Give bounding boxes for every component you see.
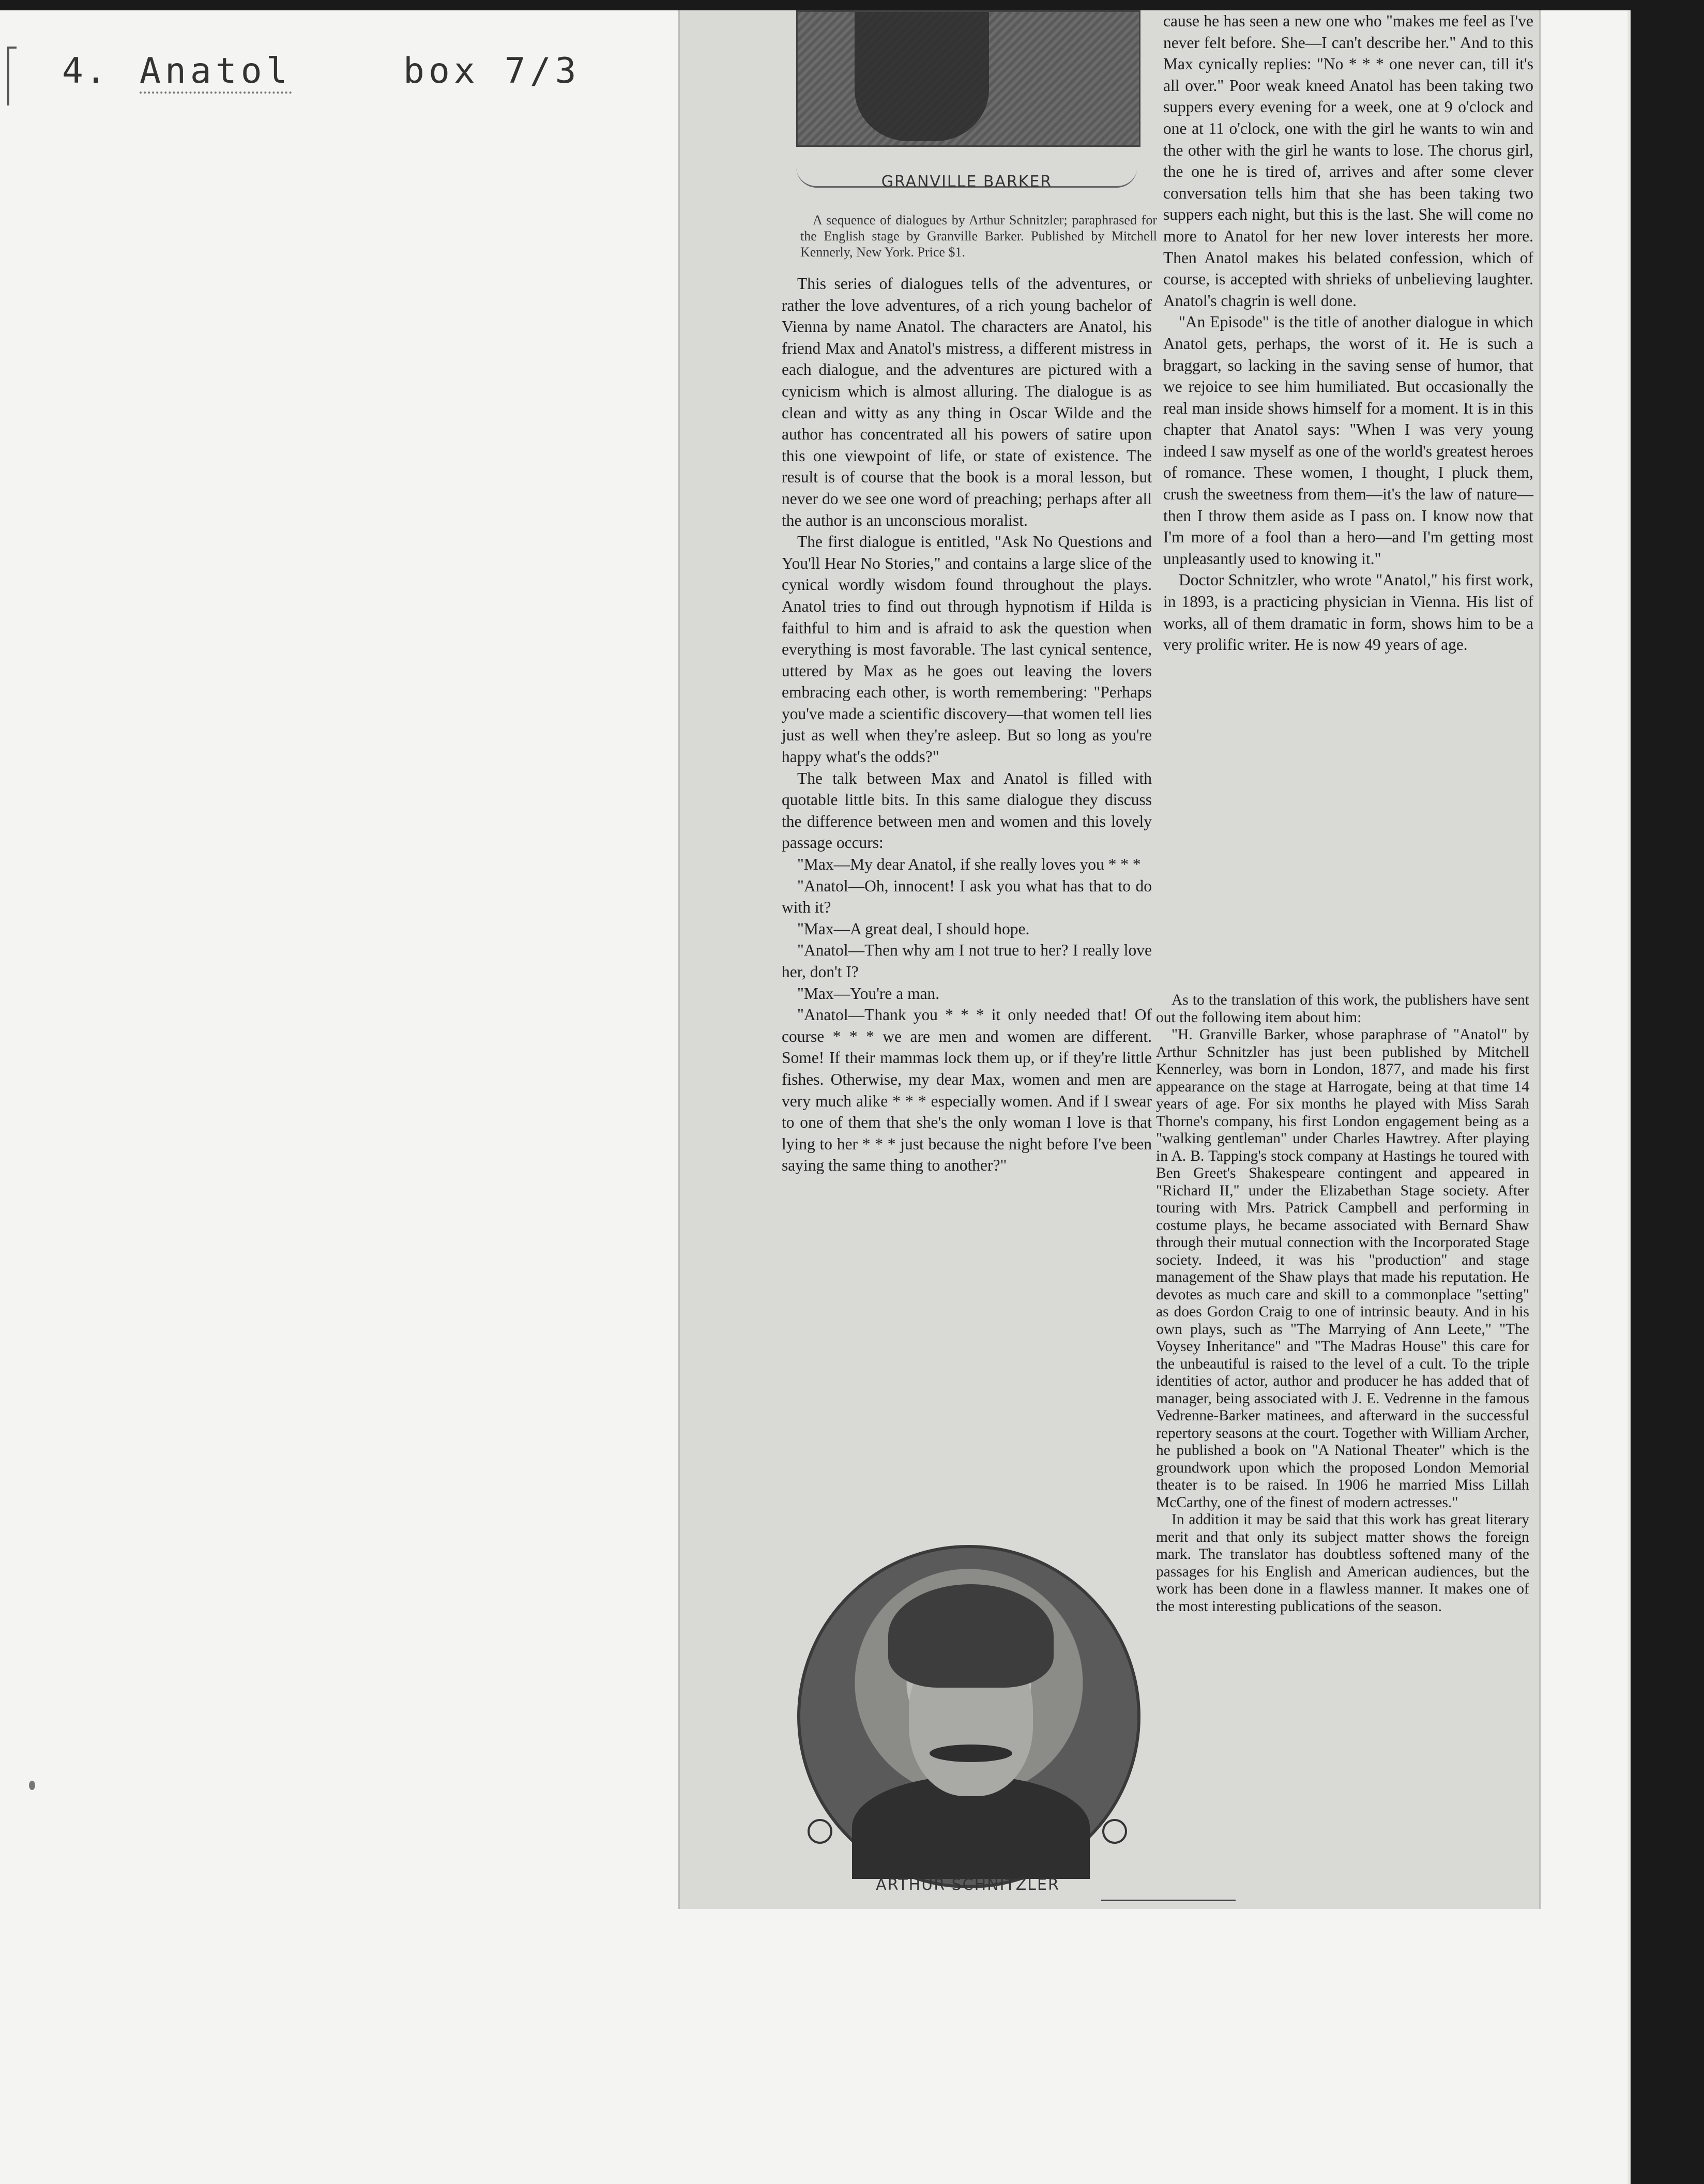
portrait-caption: ARTHUR SCHNITZLER xyxy=(876,1876,1060,1894)
paragraph: "Max—You're a man. xyxy=(797,984,940,1003)
portrait-moustache xyxy=(930,1745,1012,1762)
ornament-left xyxy=(808,1819,832,1844)
photo-caption: GRANVILLE BARKER xyxy=(881,173,1053,191)
card-label-box: box 7/3 xyxy=(403,51,581,92)
card-label-number: 4. xyxy=(62,51,109,92)
paragraph: Doctor Schnitzler, who wrote "Anatol," his first work, in 1893, is a practicing physician in Vienna. His list of works, all of them dramatic in form, shows him to be a very prolific writer. He is now 49 years of age. xyxy=(1163,571,1533,654)
card-corner-mark xyxy=(7,47,17,105)
paragraph: "Anatol—Then why am I not true to her? I really love her, don't I? xyxy=(782,941,1152,981)
paragraph: "Anatol—Thank you * * * it only needed that! Of course * * * we are men and women are different. Some! If their mammas lock them up, or if they're little fishes. Otherwise, my dear Max, women and men are very much alike * * * especially women. And if I swear to one of them that she's the only woman I love is that lying to her * * * just because the night before I've been saying the same thing to another?" xyxy=(782,1006,1152,1175)
paragraph: "Anatol—Oh, innocent! I ask you what has that to do with it? xyxy=(782,876,1152,917)
portrait-hair xyxy=(888,1584,1054,1688)
ornament-right xyxy=(1102,1819,1127,1844)
paragraph: As to the translation of this work, the publishers have sent out the following item about him: xyxy=(1156,992,1529,1026)
article-column-right xyxy=(1163,10,1533,656)
paragraph: "An Episode" is the title of another dialogue in which Anatol gets, perhaps, the worst of it. He is such a braggart, so lacking in the saving sense of humor, that we rejoice to see him humiliated. But occasionally the real man inside shows himself for a moment. It is in this chapter that Anatol says: "When I was very young indeed I saw myself as one of the world's greatest heroes of romance. These women, I thought, I pluck them, crush the sweetness from them—it's the law of nature—then I throw them aside as I pass on. I know now that I'm more of a fool than a hero—and I'm getting most unpleasantly used to knowing it." xyxy=(1163,313,1533,568)
paragraph: The talk between Max and Anatol is filled with quotable little bits. In this same dialogue they discuss the difference between men and women and this lovely passage occurs: xyxy=(782,769,1152,852)
book-info: A sequence of dialogues by Arthur Schnitzler; paraphrased for the English stage by Granville Barker. Published by Mitchell Kennerly, New York. Price $1. xyxy=(800,213,1157,260)
article-column-right-continued xyxy=(1156,992,1529,1615)
portrait-medallion xyxy=(797,1545,1140,1888)
granville-barker-photo xyxy=(796,10,1140,147)
paragraph: The first dialogue is entitled, "Ask No Questions and You'll Hear No Stories," and contains a large slice of the cynical wordly wisdom found throughout the plays. Anatol tries to find out through hypnotism if Hilda is faithful to him and is afraid to ask the question when everything is most favorable. The last cynical sentence, uttered by Max as he goes out leaving the lovers embracing each other, is worth remembering: "Perhaps you've made a scientific discovery—that women tell lies just as well when they're asleep. But so long as you're happy what's the odds?" xyxy=(782,533,1152,766)
end-rule xyxy=(1101,1900,1236,1901)
photo-figure xyxy=(855,12,989,141)
paragraph: cause he has seen a new one who "makes me feel as I've never felt before. She—I can't describe her." And to this Max cynically replies: "No * * * one never can, till it's all over." Poor weak kneed Anatol has been taking two suppers every evening for a week, one at 9 o'clock and one at 11 o'clock, one with the girl he wants to win and the other with the girl he wants to lose. The chorus girl, the one he is tired of, arrives and after some clever conversation tells him that she has been taking two suppers each night, but this is the last. She will come no more to Anatol for her new lover interests her more. Then Anatol makes his belated confession, which of course, is accepted with shrieks of unbelieving laughter. Anatol's chagrin is well done. xyxy=(1163,12,1533,310)
scan-speck xyxy=(29,1781,35,1790)
paragraph: "Max—My dear Anatol, if she really loves you * * * xyxy=(797,855,1141,874)
card-label-title: Anatol xyxy=(140,51,292,94)
article-column-left xyxy=(782,273,1152,1176)
paragraph: "Max—A great deal, I should hope. xyxy=(797,919,1030,938)
schnitzler-portrait xyxy=(797,1545,1138,1907)
paragraph: This series of dialogues tells of the adventures, or rather the love adventures, of a rich young bachelor of Vienna by name Anatol. The characters are Anatol, his friend Max and Anatol's mistress, a different mistress in each dialogue, and the adventures are pictured with a cynicism which is almost alluring. The dialogue is as clean and witty as any thing in Oscar Wilde and the author has concentrated all his powers of satire upon this one viewpoint of life, or state of existence. The result is of course that the book is a moral lesson, but never do we see one word of preaching; perhaps after all the author is an unconscious moralist. xyxy=(782,275,1152,529)
paragraph: "H. Granville Barker, whose paraphrase of "Anatol" by Arthur Schnitzler has just been published by Mitchell Kennerley, was born in London, 1877, and made his first appearance on the stage at Harrogate, being at that time 14 years of age. For six months he played with Miss Sarah Thorne's company, his first London engagement being as a "walking gentleman" under Charles Hawtrey. After playing in A. B. Tapping's stock company at Hastings he toured with Ben Greet's Shakespeare contingent and appeared in "Richard II," under the Elizabethan Stage society. After touring with Mrs. Patrick Campbell and performing in costume plays, he became associated with Bernard Shaw through their mutual connection with the Incorporated Stage society. Indeed, it was his "production" and stage management of the Shaw plays that made his reputation. He devotes as much care and skill to a commonplace "setting" as does Gordon Craig to one of intrinsic beauty. And in his own plays, such as "The Marrying of Ann Leete," "The Voysey Inheritance" and "The Madras House" this care for the unbeautiful is raised to the level of a cult. To the triple identities of actor, author and producer he has added that of manager, being associated with J. E. Vedrenne in the famous Vedrenne-Barker matinees, and afterward in the successful repertory seasons at the court. Together with William Archer, he published a book on "A National Theater" which is the groundwork upon which the proposed London Memorial theater is to be raised. In 1906 he married Miss Lillah McCarthy, one of the finest of modern actresses." xyxy=(1156,1026,1529,1511)
paragraph: In addition it may be said that this work has great literary merit and that only its subject matter shows the foreign mark. The translator has doubtless softened many of the passages for his English and American audiences, but the work has been done in a flawless manner. It makes one of the most interesting publications of the season. xyxy=(1156,1511,1529,1615)
